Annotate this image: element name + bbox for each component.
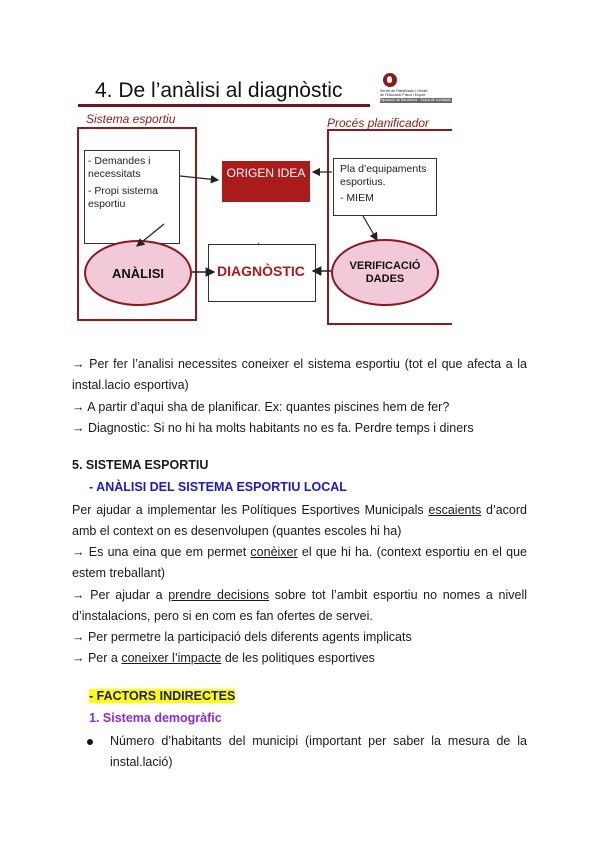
paragraph-4: → Per permetre la participació dels diferents agents implicats	[72, 630, 412, 644]
bullet-line-b: instal.lació)	[110, 755, 173, 769]
paragraph-3b: d’instalacions, pero si en com es fan ofertes de servei.	[72, 609, 373, 623]
p1a-underline: escaients	[428, 503, 482, 517]
note-line-3: → Diagnostic: Si no hi ha molts habitants no es fa. Perdre temps i diners	[72, 421, 474, 435]
note-line-2: → A partir d’aqui sha de planificar. Ex: quantes piscines hem de fer?	[72, 400, 450, 414]
miem-item: - MIEM	[340, 192, 374, 204]
paragraph-5	[72, 648, 527, 670]
bullet-line-a: Número d’habitants del municipi (important per saber la mesura de la	[110, 734, 527, 748]
logo-line-2: de l’Educació Física i Esport	[380, 93, 426, 98]
paragraph-1b: amb el context on es desenvolupen (quantes escoles hi ha)	[72, 524, 402, 538]
demandes-item: - Demandes i necessitats	[88, 155, 151, 180]
verificacio-label: VERIFICACIÓ DADES	[349, 259, 421, 285]
paragraph-2a	[72, 542, 527, 564]
p5-post: de les politiques esportives	[221, 651, 375, 665]
logo-bar: Diputació de Barcelona · Xarxa de municipis	[380, 98, 451, 103]
origen-idea-box: ORIGEN IDEA	[222, 161, 310, 202]
section-subheading: - ANÀLISI DEL SISTEMA ESPORTIU LOCAL	[89, 480, 347, 494]
demographic-subheading: 1. Sistema demogràfic	[89, 711, 222, 725]
slide-title: 4. De l’anàlisi al diagnòstic	[95, 79, 343, 102]
factors-label: FACTORS INDIRECTES	[96, 689, 236, 703]
p2a-pre: → Es una eina que em permet	[72, 545, 251, 559]
factors-heading	[89, 689, 235, 703]
paragraph-3a	[72, 585, 527, 607]
factors-dash: -	[89, 689, 97, 703]
logo-line-1: Servei de Planificació i Gestió	[380, 89, 428, 93]
section-heading: 5. SISTEMA ESPORTIU	[72, 458, 209, 472]
arrow-demandes-analisi	[137, 224, 164, 246]
p3a-pre: → Per ajudar a	[72, 588, 169, 602]
p2a-post: el que hi ha. (context esportiu en el que	[297, 545, 527, 559]
p1a-post: d’acord	[481, 503, 527, 517]
pla-item: Pla d’equipaments esportius.	[340, 163, 427, 188]
p5-pre: → Per a	[72, 651, 122, 665]
diagnostic-dot: .	[257, 236, 260, 247]
p3a-post: sobre tot l’ambit esportiu no nomes a nivell	[269, 588, 528, 602]
p5-underline: coneixer l’impacte	[121, 651, 222, 665]
note-line-1b: instal.lacio esportiva)	[72, 378, 189, 392]
bullet-icon	[87, 739, 93, 745]
note-line-1a: → Per fer l’analisi necessites coneixer el sistema esportiu (tot el que afecta a la	[72, 357, 527, 371]
sistema-esportiu-label: Sistema esportiu	[86, 112, 176, 126]
diagnostic-label: DIAGNÒSTIC	[217, 263, 305, 279]
paragraph-2b: estem treballant)	[72, 566, 166, 580]
analisi-label: ANÀLISI	[112, 265, 164, 281]
p1a-pre: Per ajudar a implementar les Polítiques Esportives Municipals	[72, 503, 429, 517]
paragraph-1a	[72, 500, 527, 522]
propi-sistema-item: - Propi sistema esportiu	[88, 185, 159, 210]
proces-planificador-label: Procés planificador	[327, 116, 430, 130]
arrow-demandes-origen	[180, 176, 218, 180]
p3a-underline: prendre decisions	[168, 588, 270, 602]
p2a-underline: conèixer	[250, 545, 298, 559]
arrow-pla-verificacio	[363, 216, 377, 240]
